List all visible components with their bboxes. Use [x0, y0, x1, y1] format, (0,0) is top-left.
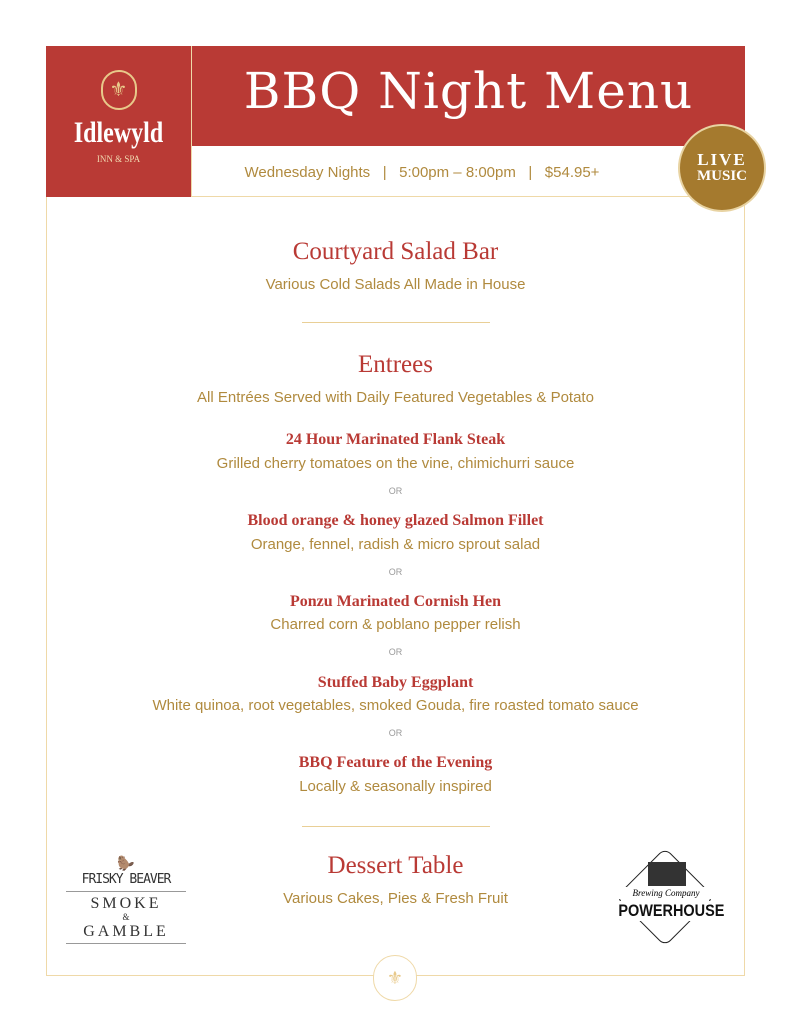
frisky-beaver-smoke-gamble-logo	[66, 856, 186, 944]
bottom-crest-icon: ⚜	[373, 955, 417, 1001]
price: $54.95+	[544, 164, 600, 181]
idlewyld-logo	[46, 46, 192, 197]
section-title-salad: Courtyard Salad Bar	[292, 238, 499, 265]
logo-name: Idlewyld	[73, 116, 164, 149]
crest-icon: ⚜	[101, 70, 137, 110]
menu-item-desc: Locally & seasonally inspired	[299, 778, 492, 795]
schedule-day: Wednesday Nights	[244, 164, 371, 181]
building-icon	[648, 862, 686, 886]
page-title: BBQ Night Menu	[243, 62, 694, 120]
section-desc-dessert: Various Cakes, Pies & Fresh Fruit	[283, 890, 508, 907]
menu-item-name: Stuffed Baby Eggplant	[317, 674, 474, 691]
badge-line1: LIVE	[697, 150, 747, 169]
menu-item-name: 24 Hour Marinated Flank Steak	[285, 431, 506, 448]
sponsor-left-amp: &	[122, 912, 130, 922]
sponsor-right-script: Brewing Company	[610, 887, 722, 899]
sponsor-left-b1: SMOKE	[90, 895, 162, 912]
sponsor-left-b2: GAMBLE	[66, 923, 186, 944]
beaver-icon: 🦫	[117, 856, 135, 872]
or-separator: OR	[388, 486, 403, 496]
schedule-hours: 5:00pm – 8:00pm	[399, 164, 516, 181]
menu-item-desc: Charred corn & poblano pepper relish	[270, 616, 521, 633]
schedule-info	[192, 164, 652, 181]
separator: |	[528, 164, 533, 181]
logo-tagline: INN & SPA	[96, 154, 141, 164]
section-title-entrees: Entrees	[358, 351, 433, 378]
or-separator: OR	[388, 647, 403, 657]
powerhouse-logo	[610, 856, 725, 920]
section-title-dessert: Dessert Table	[327, 852, 464, 879]
menu-item-name: Blood orange & honey glazed Salmon Fillet	[247, 512, 544, 529]
sponsor-left-top: FRISKY BEAVER	[66, 872, 186, 892]
divider	[302, 826, 490, 827]
menu-item-name: BBQ Feature of the Evening	[298, 754, 493, 771]
section-desc-salad: Various Cold Salads All Made in House	[265, 276, 526, 293]
menu-item-name: Ponzu Marinated Cornish Hen	[289, 593, 502, 610]
live-music-badge	[678, 124, 766, 212]
or-separator: OR	[388, 567, 403, 577]
section-desc-entrees: All Entrées Served with Daily Featured Vegetables & Potato	[197, 389, 594, 406]
menu-item-desc: Grilled cherry tomatoes on the vine, chimichurri sauce	[216, 455, 575, 472]
badge-line2: MUSIC	[696, 168, 747, 184]
sponsor-right-name: POWERHOUSE	[618, 901, 725, 920]
menu-item-desc: Orange, fennel, radish & micro sprout salad	[250, 536, 541, 553]
separator: |	[382, 164, 387, 181]
menu-item-desc: White quinoa, root vegetables, smoked Gouda, fire roasted tomato sauce	[152, 697, 639, 714]
divider	[302, 322, 490, 323]
or-separator: OR	[388, 728, 403, 738]
